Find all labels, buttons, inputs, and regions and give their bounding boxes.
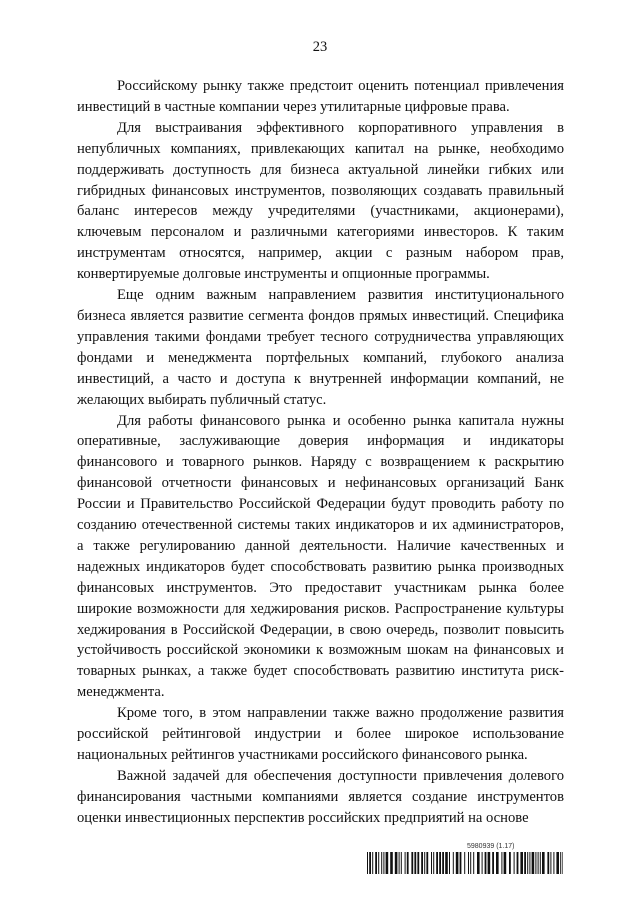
barcode-bar bbox=[488, 852, 491, 874]
barcode-bar bbox=[405, 852, 406, 874]
barcode-bar bbox=[504, 852, 507, 874]
barcode-bar bbox=[547, 852, 549, 874]
barcode-bar bbox=[372, 852, 373, 874]
barcode-bar bbox=[390, 852, 393, 874]
barcode-bar bbox=[367, 852, 368, 874]
barcode-bar bbox=[456, 852, 459, 874]
paragraph: Российскому рынку также предстоит оценить потенциал привлечения инвестиций в частные компании через утилитарные цифровые права. bbox=[77, 78, 564, 115]
barcode-bar bbox=[542, 852, 545, 874]
barcode-bar bbox=[433, 852, 434, 874]
barcode-bar bbox=[436, 852, 438, 874]
barcode-bar bbox=[421, 852, 423, 874]
paragraph: Важной задачей для обеспечения доступности привлечения долевого финансирования частными компаниями является создание инструментов оценки инвестиционных перспектив российских предприятий на основе bbox=[77, 767, 564, 826]
barcode-bar bbox=[431, 852, 432, 874]
barcode-bar bbox=[492, 852, 494, 874]
barcode-bar bbox=[535, 852, 536, 874]
barcode-bar bbox=[449, 852, 450, 874]
barcode-code-text: 5980939 (1.17) bbox=[467, 843, 515, 850]
barcode-bar bbox=[386, 852, 389, 874]
barcode-icon bbox=[367, 852, 563, 874]
barcode-bar bbox=[540, 852, 541, 874]
barcode-bar bbox=[414, 852, 416, 874]
barcode-bar bbox=[439, 852, 441, 874]
barcode-bar bbox=[464, 852, 465, 874]
barcode-bar bbox=[496, 852, 499, 874]
barcode-bar bbox=[453, 852, 454, 874]
barcode-bar bbox=[532, 852, 535, 874]
barcode-bar bbox=[529, 852, 530, 874]
page-number: 23 bbox=[312, 39, 328, 55]
barcode-bar bbox=[477, 852, 480, 874]
barcode-bar bbox=[550, 852, 551, 874]
barcode-bar bbox=[460, 852, 462, 874]
body-text bbox=[77, 76, 564, 829]
barcode-bar bbox=[442, 852, 444, 874]
barcode-bar bbox=[556, 852, 559, 874]
barcode-bar bbox=[527, 852, 528, 874]
paragraph: Кроме того, в этом направлении также важно продолжение развития российской рейтинговой индустрии и более широкое использование национальных рейтингов участниками российского финансового рынка. bbox=[77, 705, 564, 763]
barcode-bar bbox=[407, 852, 409, 874]
barcode-bar bbox=[411, 852, 413, 874]
barcode-bar bbox=[485, 852, 487, 874]
barcode-bar bbox=[470, 852, 471, 874]
barcode-bar bbox=[369, 852, 371, 874]
barcode-bar bbox=[524, 852, 526, 874]
barcode-bar bbox=[378, 852, 379, 874]
barcode-bar bbox=[482, 852, 483, 874]
barcode-bar bbox=[473, 852, 474, 874]
barcode-bar bbox=[538, 852, 539, 874]
barcode-bar bbox=[514, 852, 515, 874]
barcode-bar bbox=[381, 852, 382, 874]
barcode-bar bbox=[560, 852, 561, 874]
barcode-bar bbox=[509, 852, 511, 874]
barcode-bar bbox=[562, 852, 563, 874]
barcode-bar bbox=[520, 852, 523, 874]
paragraph: Для выстраивания эффективного корпоративного управления в непубличных компаниях, привлекающих капитал на рынке, необходимо поддерживать доступность для бизнеса актуальной линейки гибких или гибридных финансовых инструментов, позволяющих создавать правильный баланс интересов между учредителями (участниками, акционерами), ключевым персоналом и различными категориями инвесторов. К таким инструментам относятся, например, акции с разным набором прав, конвертируемые долговые инструменты и опционные программы. bbox=[77, 119, 564, 283]
barcode-bar bbox=[395, 852, 398, 874]
barcode-bar bbox=[501, 852, 502, 874]
barcode-bar bbox=[468, 852, 469, 874]
barcode-bar bbox=[553, 852, 554, 874]
paragraph: Еще одним важным направлением развития институционального бизнеса является развитие сегмента фондов прямых инвестиций. Специфика управления такими фондами требует тесного сотрудничества управляющих фондами и менеджмента портфельных компаний, глубокого анализа инвестиций, а часто и доступа к внутренней информации компаний, не желающих выбирать публичный статус. bbox=[77, 287, 564, 408]
barcode-bar bbox=[424, 852, 425, 874]
barcode-bar bbox=[401, 852, 402, 874]
barcode-bar bbox=[417, 852, 419, 874]
barcode-bar bbox=[375, 852, 377, 874]
barcode-bar bbox=[399, 852, 400, 874]
barcode-bar bbox=[445, 852, 448, 874]
barcode-bar bbox=[383, 852, 384, 874]
barcode-bar bbox=[426, 852, 428, 874]
paragraph: Для работы финансового рынка и особенно рынка капитала нужны оперативные, заслуживающие доверия информация и индикаторы финансового и товарного рынков. Наряду с возвращением к раскрытию финансовой отчетности финансовых и нефинансовых организаций Банк России и Правительство Российской Федерации будут проводить работу по созданию отечественной системы таких индикаторов и их администраторов, а также регулированию данной деятельности. Наличие качественных и надежных индикаторов будет способствовать развитию рынка производных финансовых инструментов. Это предоставит участникам рынка более широкие возможности для хеджирования рисков. Распространение культуры хеджирования в Российской Федерации, в свою очередь, позволит повысить устойчивость российской экономики к возможным шокам на финансовых и товарных рынках, а также будет способствовать развитию института риск-менеджмента. bbox=[77, 412, 564, 701]
barcode-bar bbox=[517, 852, 519, 874]
